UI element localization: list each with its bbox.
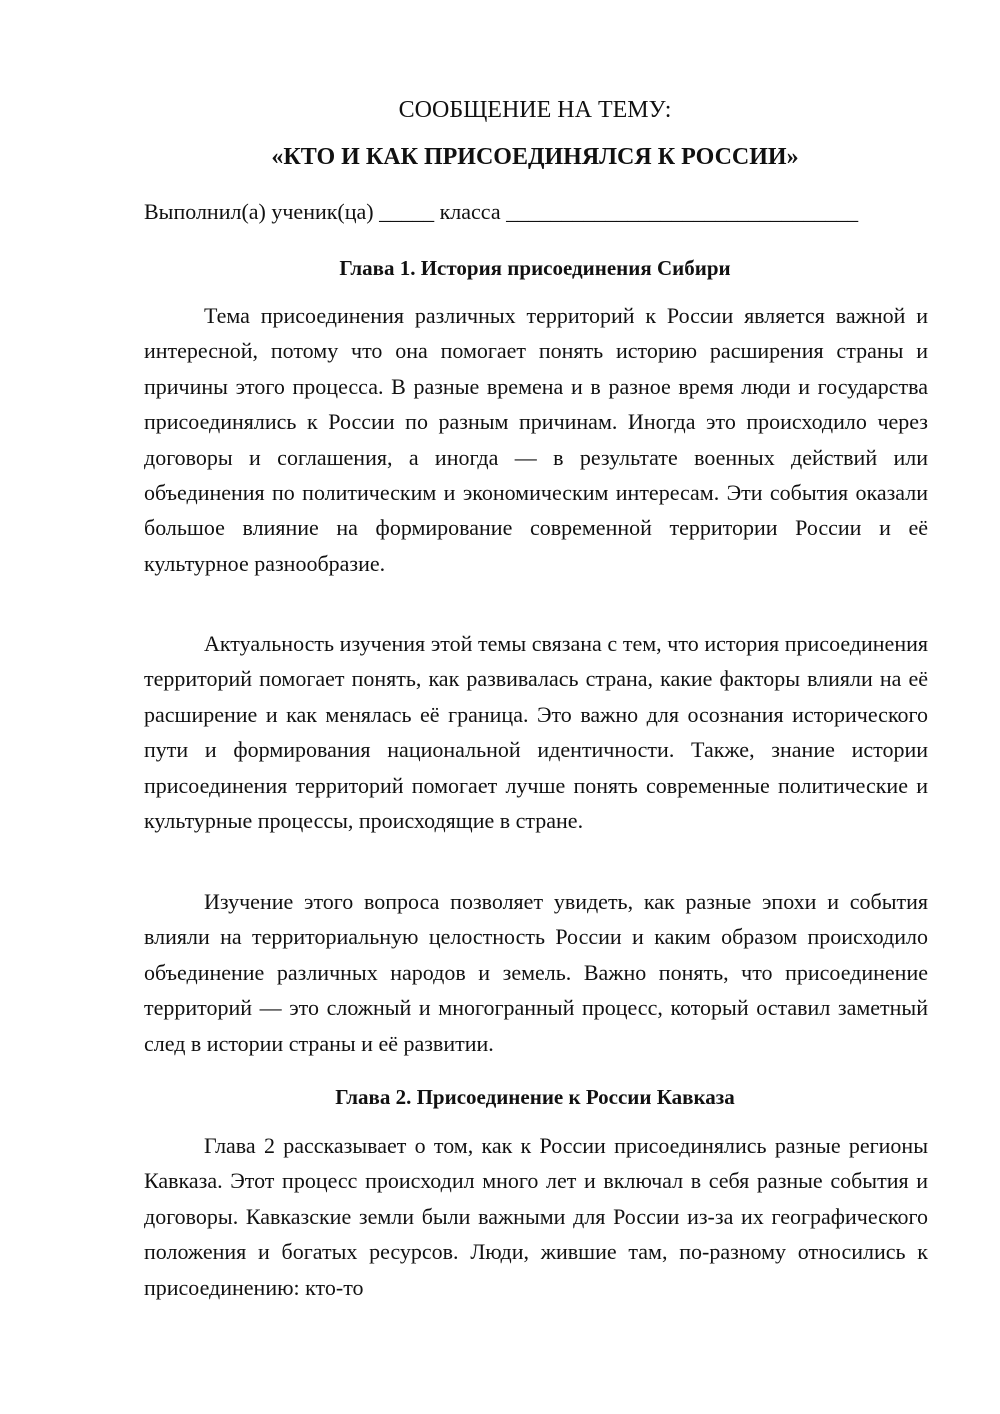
chapter-1-heading: Глава 1. История присоединения Сибири: [339, 256, 731, 280]
chapter-1-paragraph: Изучение этого вопроса позволяет увидеть, как разные эпохи и события влияли на территориальную целостность России и каким образом происходило объединение различных народов и земель. Важно понять, что присоединение территорий — это сложный и многогранный процесс, который оставил заметный след в истории страны и её развитии.: [144, 889, 928, 1056]
chapter-2-heading: Глава 2. Присоединение к России Кавказа: [335, 1085, 735, 1109]
signature-line: Выполнил(а) ученик(ца) _____ класса ________________________________: [144, 199, 859, 224]
chapter-2-paragraph: Глава 2 рассказывает о том, как к России присоединялись разные регионы Кавказа. Этот процесс происходил много лет и включал в себя разные события и договоры. Кавказские земли были важными для России из-за их географического положения и богатых ресурсов. Люди, жившие там, по-разному относились к присоединению: кто-то: [144, 1133, 928, 1300]
chapter-1-body-3: [144, 884, 928, 1061]
chapter-2-body: [144, 1128, 928, 1305]
document-title-line-1: СООБЩЕНИЕ НА ТЕМУ:: [398, 97, 672, 123]
chapter-1-paragraph: Тема присоединения различных территорий к России является важной и интересной, потому что она помогает понять историю расширения страны и причины этого процесса. В разные времена и в разное время люди и государства присоединялись к России по разным причинам. Иногда это происходило через договоры и соглашения, а иногда — в результате военных действий или объединения по политическим и экономическим интересам. Эти события оказали большое влияние на формирование современной территории России и её культурное разнообразие.: [144, 303, 928, 576]
chapter-1-paragraph: Актуальность изучения этой темы связана с тем, что история присоединения территорий помогает понять, как развивалась страна, какие факторы влияли на её расширение и как менялась её граница. Это важно для осознания исторического пути и формирования национальной идентичности. Также, знание истории присоединения территорий помогает лучше понять современные политические и культурные процессы, происходящие в стране.: [144, 631, 928, 834]
document-title-line-2: «КТО И КАК ПРИСОЕДИНЯЛСЯ К РОССИИ»: [271, 144, 799, 170]
chapter-1-body: [144, 298, 928, 581]
chapter-1-body-2: [144, 626, 928, 838]
